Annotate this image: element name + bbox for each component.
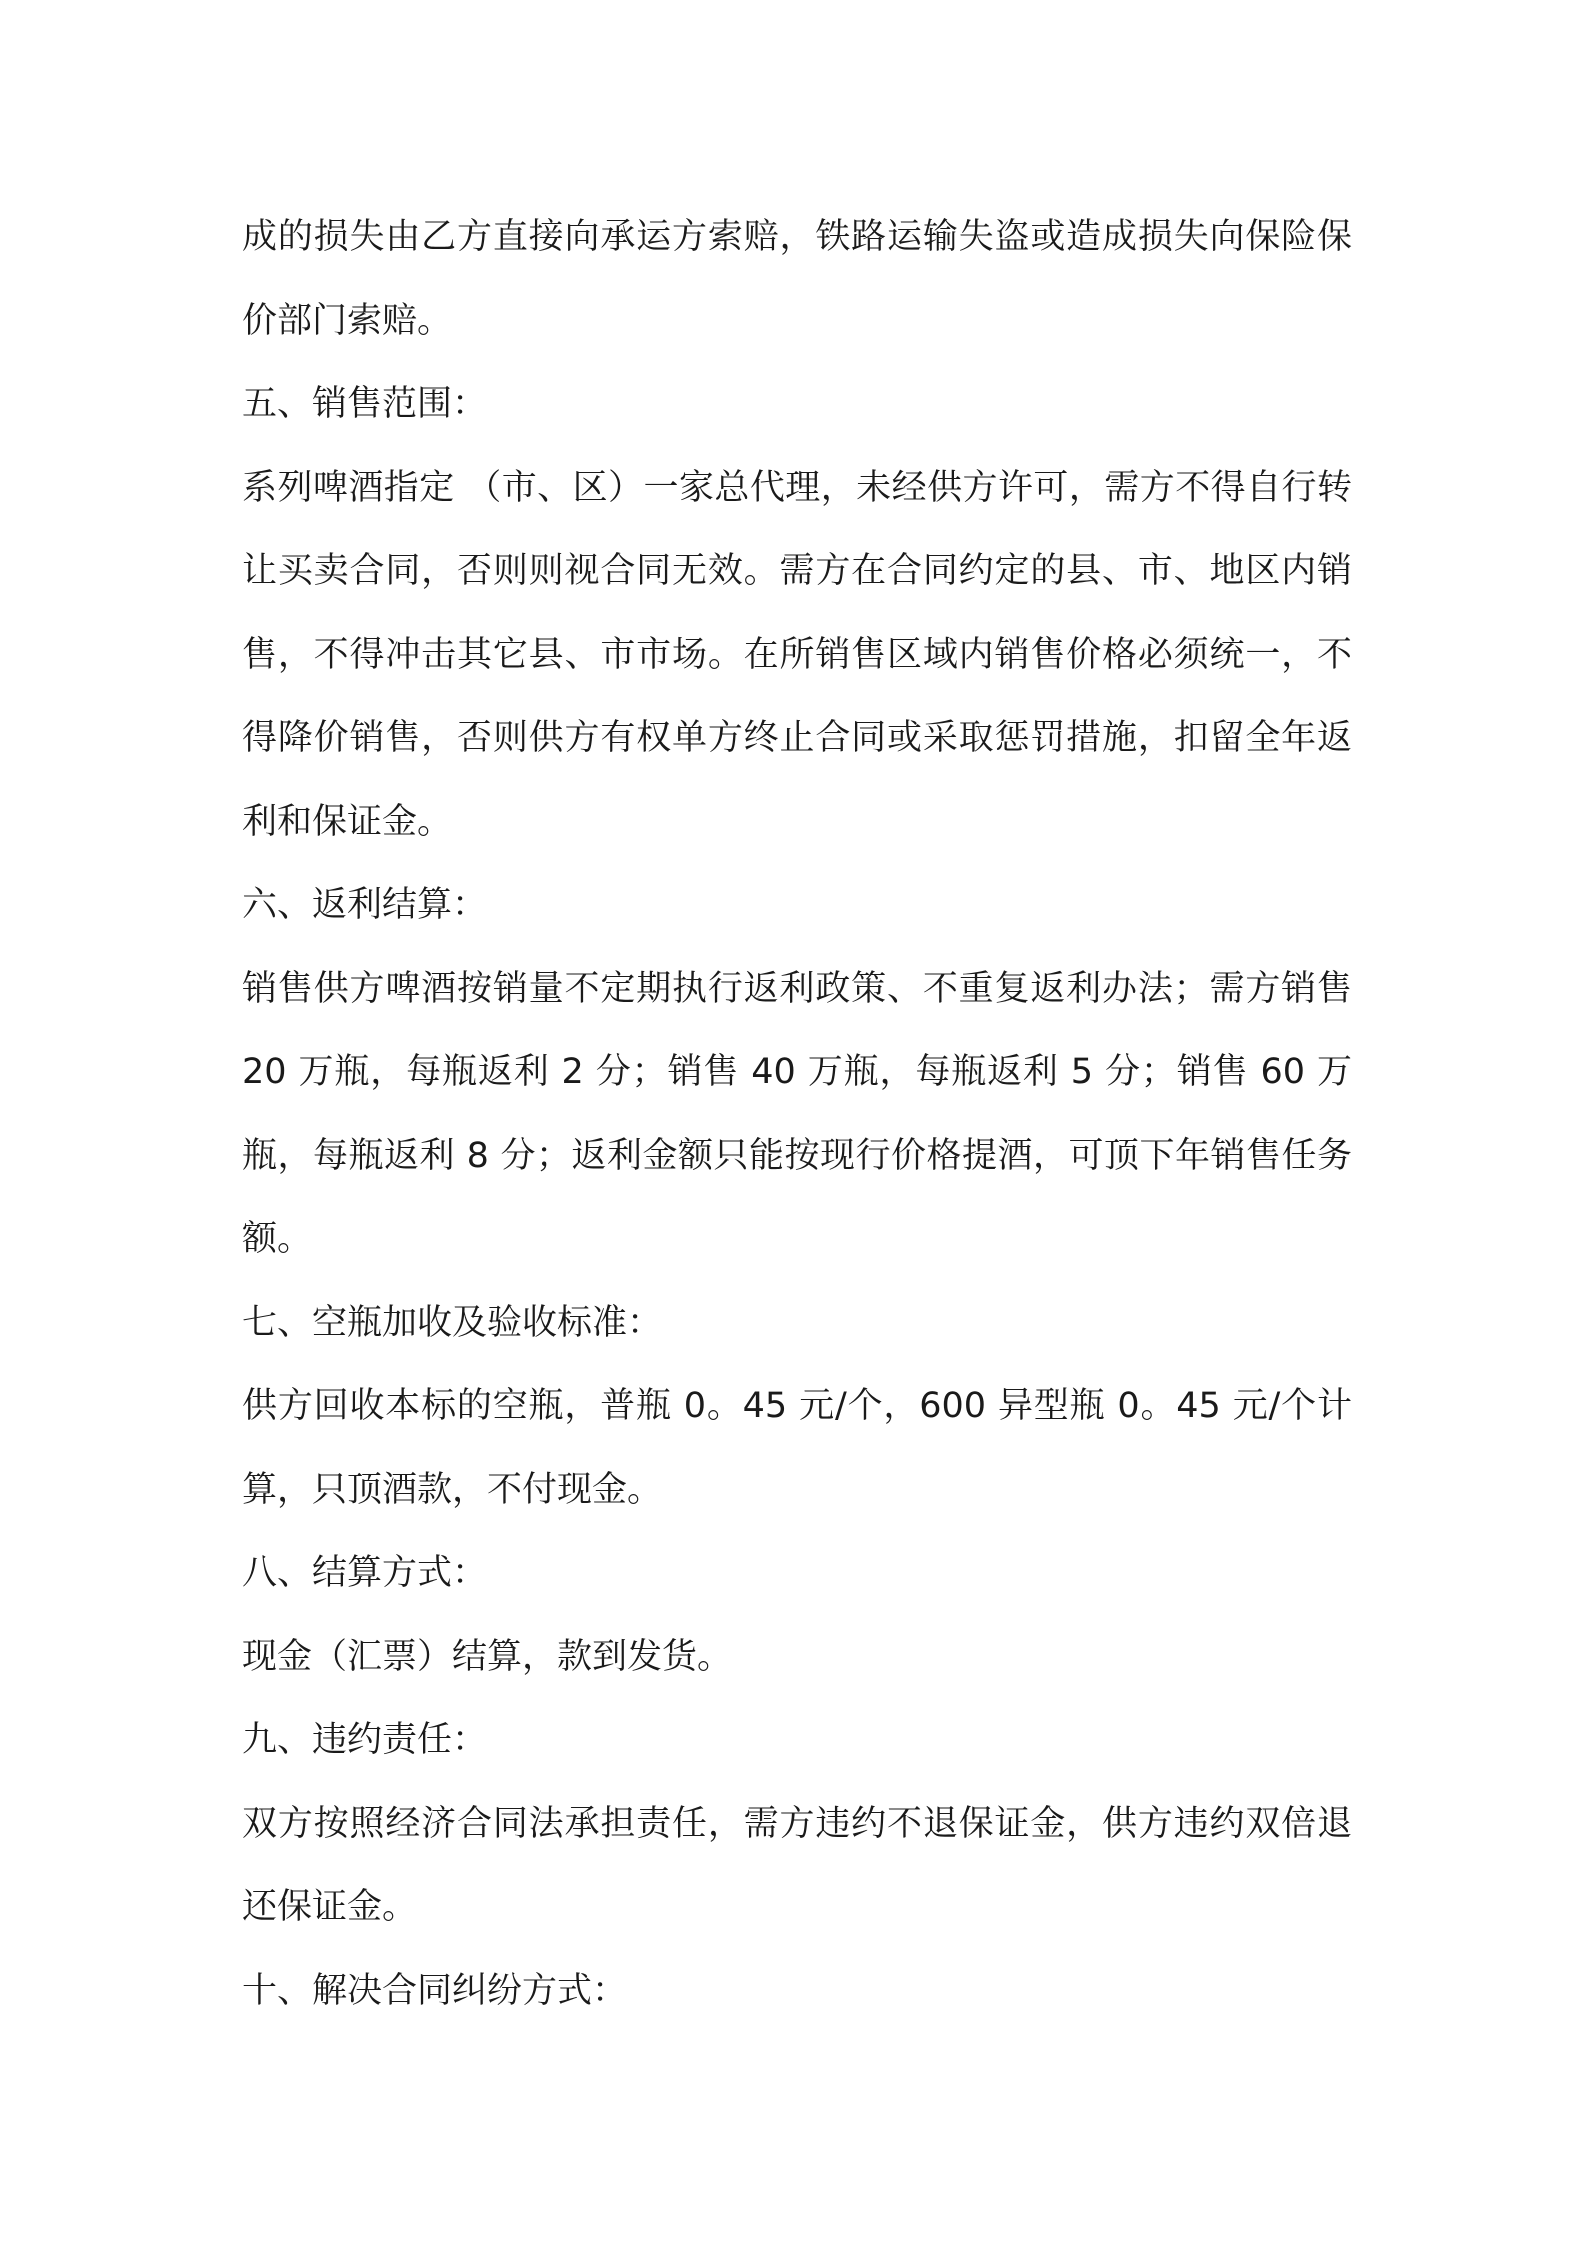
document-body: [242, 196, 1352, 2033]
section-heading-payment-method: 八、结算方式：: [242, 1553, 488, 1593]
paragraph-transport-loss: 成的损失由乙方直接向承运方索赔，铁路运输失盗或造成损失向保险保价部门索赔。: [242, 217, 1352, 341]
paragraph-breach-liability: 双方按照经济合同法承担责任，需方违约不退保证金，供方违约双倍退还保证金。: [242, 1803, 1352, 1927]
section-heading-breach-liability: 九、违约责任：: [242, 1720, 488, 1760]
paragraph-sales-scope: 系列啤酒指定 （市、区）一家总代理，未经供方许可，需方不得自行转让买卖合同，否则则视合同无效。需方在合同约定的县、市、地区内销售，不得冲击其它县、市市场。在所销售区域内销售价格必须统一，不得降价销售，否则供方有权单方终止合同或采取惩罚措施，扣留全年返利和保证金。: [242, 467, 1352, 842]
paragraph-empty-bottles: 供方回收本标的空瓶，普瓶 0。45 元/个，600 异型瓶 0。45 元/个计算，只顶酒款，不付现金。: [242, 1386, 1352, 1510]
section-heading-rebate-settlement: 六、返利结算：: [242, 885, 488, 925]
paragraph-payment-method: 现金（汇票）结算，款到发货。: [242, 1636, 733, 1677]
section-heading-empty-bottles: 七、空瓶加收及验收标准：: [242, 1302, 663, 1343]
section-heading-dispute-resolution: 十、解决合同纠纷方式：: [242, 1970, 628, 2011]
section-heading-sales-scope: 五、销售范围：: [242, 384, 488, 424]
paragraph-rebate-settlement: 销售供方啤酒按销量不定期执行返利政策、不重复返利办法；需方销售 20 万瓶，每瓶返利 2 分；销售 40 万瓶，每瓶返利 5 分；销售 60 万瓶，每瓶返利 8 分；返利金额只能按现行价格提酒，可顶下年销售任务额。: [242, 968, 1352, 1259]
